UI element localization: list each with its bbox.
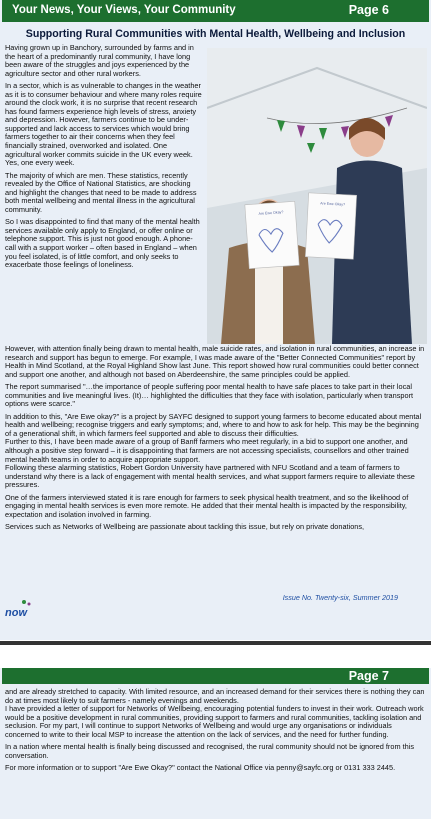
paragraph: The majority of which are men. These statistics, recently revealed by the Office of National Statistics, are shocking and highlight the changes that need to be made to address both mental wellbeing and mental illness in the agricultural community.	[5, 170, 197, 214]
paragraph: In addition to this, "Are Ewe okay?" is a project by SAYFC designed to support young farmers to become educated about mental health and wellbeing; recognise triggers and early symptoms; and, where to and how to ask for help. This may be the beginning of a generational shift, in which farmers feel supported and able to discuss their difficulties.	[5, 411, 422, 438]
paragraph: In a nation where mental health is finally being discussed and recognised, the rural community should not be ignored from this conversation.	[5, 742, 415, 760]
paragraph: Further to this, I have been made aware of a group of Banff farmers who meet regularly, in a bid to support one another, and although a positive step forward – it is disappointing that farmers are not accessing specialists, counsellors and other trained mental health teams in order to acquire appropriate support.	[5, 437, 409, 464]
paragraph: For more information or to support "Are Ewe Okay?" contact the National Office via penny@sayfc.org or 0131 333 2445.	[5, 763, 396, 773]
article-title: Supporting Rural Communities with Mental Health, Wellbeing and Inclusion	[25, 28, 406, 40]
page-number: Page 6	[348, 3, 389, 17]
leaflet-text: Are Ewe Okay?	[258, 210, 284, 216]
paragraph: In a sector, which is as vulnerable to changes in the weather as it is to consumer behaviour and where many roles require around the clock work, it is no surprise that recent research has found farmers experience high levels of stress, anxiety and depression. However, farmers continue to be under-supported and lack access to services which would bring farmers together to air their concerns when they feel financially strained, overworked and isolated. One agricultural worker commits suicide in the UK every week. Yes, one every week.	[5, 81, 202, 168]
left-column	[5, 44, 203, 274]
leaflet-text: Are Ewe Okay?	[320, 201, 346, 207]
page-divider	[0, 641, 431, 645]
paragraph: So I was disappointed to find that many of the mental health services available only apply to England, or offer online or telephone support. This is just not good enough. A phone-call with a support worker – often based in England – when you feel isolated, is of little comfort, and only seeks to exacerbate those feelings of loneliness.	[5, 217, 200, 270]
paragraph: Having grown up in Banchory, surrounded by farms and in the heart of a predominantly rural community, I have long been aware of the struggles and joys experienced by the agriculture sector and other rural workers.	[5, 43, 194, 78]
issue-label: Issue No. Twenty-six, Summer 2019	[282, 593, 398, 602]
photo-illustration	[207, 48, 427, 344]
paragraph: However, with attention finally being drawn to mental health, male suicide rates, and isolation in rural communities, an increase in research and support has begun to emerge. For example, I was made aware of the "Better Connected Communities" report by Health in Mind Scotland, at the Royal Highland Show last June. This report showed how rural communities could better connect and support one another, and although not based on Aberdeenshire, the same principles could be applied.	[5, 344, 425, 379]
page-7	[0, 668, 431, 819]
now-logo-icon	[4, 598, 34, 620]
page-header-bar	[2, 668, 429, 684]
paragraph: Services such as Networks of Wellbeing are passionate about tackling this issue, but rely on private donations,	[5, 522, 365, 532]
page-7-text	[5, 688, 426, 777]
now-logo	[4, 598, 34, 620]
newsletter-title: Your News, Your Views, Your Community	[12, 4, 236, 16]
paragraph: Following these alarming statistics, Robert Gordon University have partnered with NFU Scotland and a team of farmers to understand why there is a lack of engagement with mental health services, and what support farmers require to alleviate these pressures.	[5, 463, 415, 490]
paragraph: and are already stretched to capacity. With limited resource, and an increased demand for their services there is nothing they can do at times most likely to suit farmers - namely evenings and weekends.	[5, 687, 425, 705]
article-photo	[207, 48, 427, 344]
page-number: Page 7	[348, 669, 389, 683]
full-width-text	[5, 345, 426, 536]
logo-text: now	[5, 607, 27, 619]
paragraph: I have provided a letter of support for Networks of Wellbeing, encouraging potential funders to invest in their work. Outreach work would be a positive development in rural communities, providing support to farmers and rural communities, tackling isolation and seclusion. For my part, I will continue to support Networks of Wellbeing and would urge any organisations or individuals concerned to write to their local MSP to increase the attention on the lack of services, and the need for further funding.	[5, 704, 424, 739]
paragraph: One of the farmers interviewed stated it is rare enough for farmers to seek physical health treatment, and so the likelihood of engaging in mental health services is even more remote. He added that their mental health is impacted by the responsibility, expectation and isolation involved in farming.	[5, 492, 409, 519]
paragraph: The report summarised "…the importance of people suffering poor mental health to have safe places to take part in their local communities and live meaningful lives. (It)… highlighted the difficulties that they face with isolation, particularly when transport options were scarce."	[5, 382, 414, 409]
page-header-bar	[2, 0, 429, 22]
